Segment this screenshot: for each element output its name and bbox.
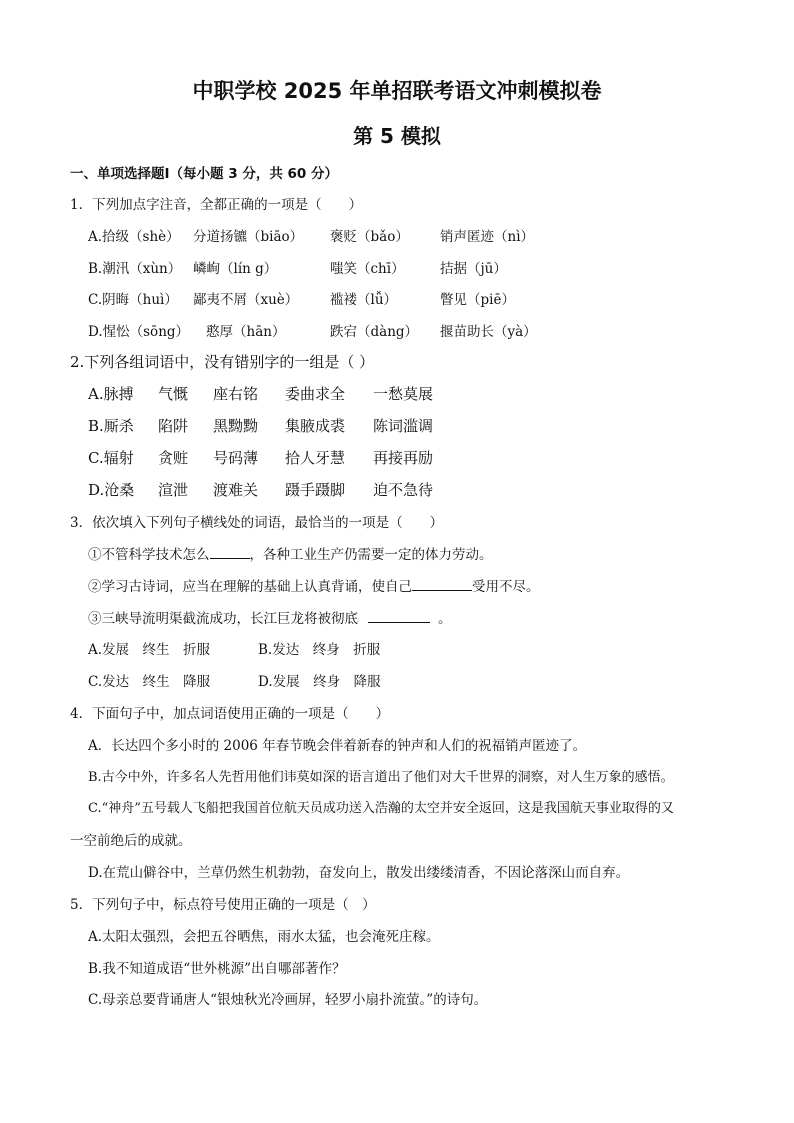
q1-c-4: 瞥见（piē） <box>440 292 515 308</box>
q4-option-b: B.古今中外，许多名人先哲用他们讳莫如深的语言道出了他们对大千世界的洞察，对人生万象的感悟。 <box>88 770 674 785</box>
q2-option-d <box>88 479 433 500</box>
q3-s2-after: 受用不尽。 <box>472 579 540 595</box>
q2-b-4: 集腋成裘 <box>285 417 346 435</box>
q2-stem: 2.下列各组词语中，没有错别字的一组是（ ） <box>70 353 375 371</box>
q5-option-c: C.母亲总要背诵唐人“银烛秋光冷画屏，轻罗小扇扑流萤。”的诗句。 <box>88 992 488 1008</box>
q5-option-b: B.我不知道成语“世外桃源”出自哪部著作？ <box>88 961 346 977</box>
q2-b-2: 陷阱 <box>158 417 189 435</box>
q1-b-4: 拮据（jū） <box>440 261 507 277</box>
q1-c-1: C.阴晦（huì） <box>88 292 178 308</box>
q2-a-4: 委曲求全 <box>285 385 346 403</box>
q1-option-c <box>88 288 515 308</box>
q2-b-3: 黑黝黝 <box>213 417 259 435</box>
q3-s3-after: 。 <box>438 611 452 627</box>
q2-d-2: 渲泄 <box>158 481 189 499</box>
q1-a-4: 销声匿迹（nì） <box>440 229 535 245</box>
q1-a-1: A.拾级（shè） <box>88 229 180 245</box>
q2-a-1: A.脉搏 <box>88 385 134 403</box>
q3-stem: 3．依次填入下列句子横线处的词语，最恰当的一项是（ ） <box>70 515 444 531</box>
q3-option-b: B.发达 终身 折服 <box>258 642 381 658</box>
q4-option-c-line1: C.“神舟”五号载人飞船把我国首位航天员成功送入浩瀚的太空并安全返回，这是我国航天事业取得的又 <box>88 801 674 816</box>
q1-option-d <box>88 320 537 340</box>
q1-b-2: 嶙峋（lín g） <box>193 261 278 277</box>
q2-d-1: D.沧桑 <box>88 481 135 499</box>
q4-option-d: D.在荒山僻谷中，兰草仍然生机勃勃，奋发向上，散发出缕缕清香，不因论落深山而自弃。 <box>88 865 630 881</box>
q3-s1-before: ①不管科学技术怎么 <box>88 547 210 563</box>
q2-c-3: 号码薄 <box>213 449 259 467</box>
q2-d-5: 迫不急待 <box>373 481 434 499</box>
q2-option-a <box>88 383 433 404</box>
q3-s1-after: ，各种工业生产仍需要一定的体力劳动。 <box>249 547 493 563</box>
q1-a-3: 褒贬（bǎo） <box>330 229 409 245</box>
q3-option-c: C.发达 终生 降服 <box>88 674 211 690</box>
q1-option-b <box>88 257 507 277</box>
q2-d-4: 蹑手蹑脚 <box>285 481 346 499</box>
q1-option-a <box>88 225 534 245</box>
q2-b-5: 陈词滥调 <box>373 417 434 435</box>
q2-a-5: 一愁莫展 <box>373 385 434 403</box>
q3-s3-before: ③三峡导流明渠截流成功，长江巨龙将被彻底 <box>88 611 358 627</box>
q3-sentence-1 <box>88 543 493 563</box>
q2-a-3: 座右铭 <box>213 385 259 403</box>
q1-d-4: 揠苗助长（yà） <box>440 324 537 340</box>
q4-stem: 4．下面句子中，加点词语使用正确的一项是（ ） <box>70 706 390 722</box>
q4-option-c-line2: 一空前绝后的成就。 <box>70 833 192 849</box>
exam-title: 中职学校 2025 年单招联考语文冲刺模拟卷 <box>192 79 602 103</box>
q2-c-2: 贪赃 <box>158 449 189 467</box>
q1-stem: 1．下列加点字注音，全都正确的一项是（ ） <box>70 197 363 213</box>
q2-c-1: C.辐射 <box>88 449 134 467</box>
q2-d-3: 渡难关 <box>213 481 259 499</box>
q1-c-2: 鄙夷不屑（xuè） <box>193 292 299 308</box>
q3-option-a: A.发展 终生 折服 <box>88 642 211 658</box>
exam-subtitle: 第 5 模拟 <box>353 124 441 148</box>
q3-option-d: D.发展 终身 降服 <box>258 674 381 690</box>
q2-option-c <box>88 447 433 468</box>
q4-option-a: A．长达四个多小时的 2006 年春节晚会伴着新春的钟声和人们的祝福销声匿迹了。 <box>88 738 587 754</box>
q1-d-3: 跌宕（dàng） <box>330 324 419 340</box>
q2-c-5: 再接再励 <box>373 449 434 467</box>
q5-option-a: A.太阳太强烈，会把五谷晒焦，雨水太猛，也会淹死庄稼。 <box>88 929 440 945</box>
q3-s2-blank <box>412 578 472 591</box>
q3-options-row-2 <box>88 670 381 690</box>
q3-sentence-2 <box>88 575 540 595</box>
q1-d-1: D.惺忪（sōng） <box>88 324 190 340</box>
q5-stem: 5．下列句子中，标点符号使用正确的一项是（ ） <box>70 897 376 913</box>
q3-sentence-3 <box>88 607 452 627</box>
q2-a-2: 气慨 <box>158 385 189 403</box>
q2-b-1: B.厮杀 <box>88 417 134 435</box>
q3-s1-blank <box>210 546 250 559</box>
q1-b-1: B.潮汛（xùn） <box>88 261 182 277</box>
q2-option-b <box>88 415 433 436</box>
q1-c-3: 褴褛（lǚ） <box>330 292 398 308</box>
q3-options-row-1 <box>88 638 380 658</box>
q3-s3-blank <box>368 610 430 623</box>
q1-a-2: 分道扬镳（biāo） <box>193 229 304 245</box>
q1-d-2: 憨厚（hān） <box>206 324 286 340</box>
section-heading: 一、单项选择题Ⅰ（每小题 3 分，共 60 分） <box>70 166 339 182</box>
q1-b-3: 嗤笑（chī） <box>330 261 405 277</box>
q3-s2-before: ②学习古诗词，应当在理解的基础上认真背诵，使自己 <box>88 579 412 595</box>
q2-c-4: 拾人牙慧 <box>285 449 346 467</box>
